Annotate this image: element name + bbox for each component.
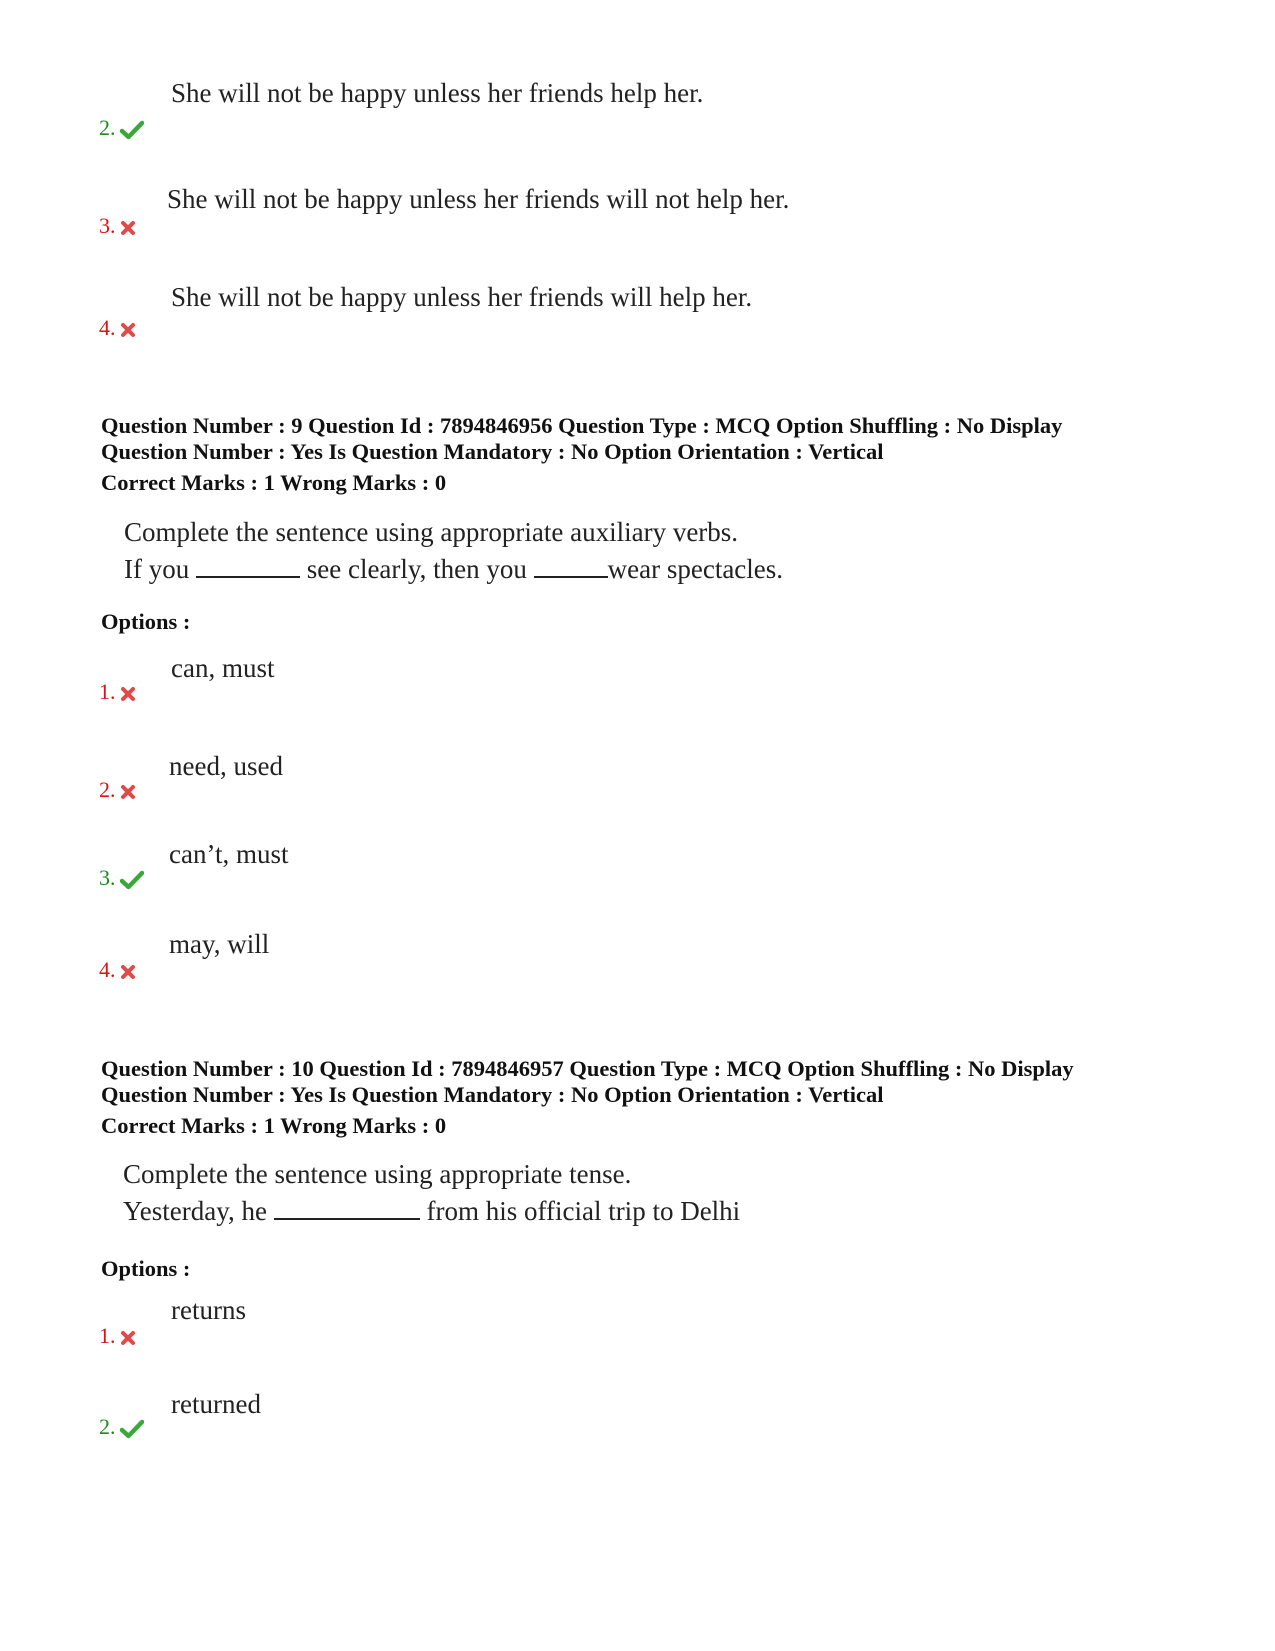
- sentence-part: wear spectacles.: [607, 554, 784, 584]
- option-text: She will not be happy unless her friends will not help her.: [167, 184, 790, 214]
- cross-icon: [120, 322, 136, 338]
- options-label: Options :: [101, 1256, 191, 1281]
- sentence-part: from his official trip to Delhi: [426, 1196, 741, 1226]
- sentence-part: see clearly, then you: [306, 554, 527, 584]
- option-number: 1.: [99, 1323, 116, 1348]
- option-text: may, will: [169, 929, 270, 959]
- answer-blank: [274, 1196, 420, 1220]
- question-marks: Correct Marks : 1 Wrong Marks : 0: [101, 470, 447, 495]
- question-meta-line1: Question Number : 10 Question Id : 7894846957 Question Type : MCQ Option Shuffling : No Display: [101, 1056, 1074, 1081]
- option-text: can, must: [171, 653, 275, 683]
- question-meta-line2: Question Number : Yes Is Question Mandatory : No Option Orientation : Vertical: [101, 439, 884, 464]
- cross-icon: [120, 686, 136, 702]
- option-text: can’t, must: [169, 839, 289, 869]
- option-number: 4.: [99, 315, 116, 340]
- option-text: She will not be happy unless her friends will help her.: [171, 282, 753, 312]
- options-label: Options :: [101, 609, 191, 634]
- question-sentence: [124, 551, 783, 588]
- check-icon: [120, 870, 144, 890]
- option-text: need, used: [169, 751, 283, 781]
- cross-icon: [120, 784, 136, 800]
- question-meta-line2: Question Number : Yes Is Question Mandatory : No Option Orientation : Vertical: [101, 1082, 884, 1107]
- question-instruction: Complete the sentence using appropriate tense.: [123, 1159, 632, 1189]
- sentence-part: If you: [124, 554, 190, 584]
- option-text: She will not be happy unless her friends help her.: [171, 78, 704, 108]
- option-number: 2.: [99, 115, 116, 140]
- question-meta-line1: Question Number : 9 Question Id : 7894846956 Question Type : MCQ Option Shuffling : No Display: [101, 413, 1063, 438]
- sentence-part: Yesterday, he: [123, 1196, 267, 1226]
- question-instruction: Complete the sentence using appropriate auxiliary verbs.: [124, 517, 739, 547]
- option-number: 3.: [99, 865, 116, 890]
- cross-icon: [120, 964, 136, 980]
- answer-blank: [534, 554, 608, 578]
- option-number: 1.: [99, 679, 116, 704]
- check-icon: [120, 120, 144, 140]
- cross-icon: [120, 220, 136, 236]
- option-number: 2.: [99, 1414, 116, 1439]
- option-number: 2.: [99, 777, 116, 802]
- option-text: returned: [171, 1389, 261, 1419]
- option-number: 3.: [99, 213, 116, 238]
- answer-blank: [196, 554, 300, 578]
- cross-icon: [120, 1330, 136, 1346]
- option-number: 4.: [99, 957, 116, 982]
- question-marks: Correct Marks : 1 Wrong Marks : 0: [101, 1113, 447, 1138]
- option-text: returns: [171, 1295, 246, 1325]
- question-sentence: [123, 1193, 740, 1230]
- check-icon: [120, 1419, 144, 1439]
